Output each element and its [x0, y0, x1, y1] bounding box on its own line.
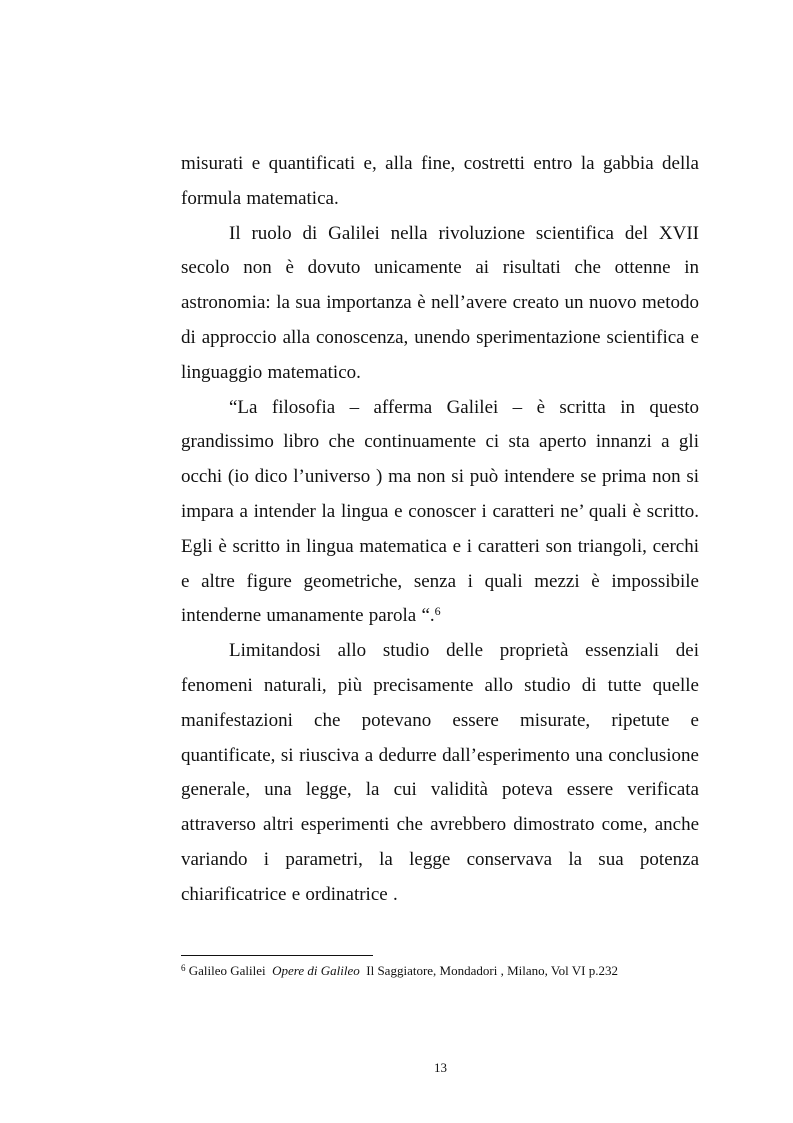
- footnote-separator: [181, 955, 373, 956]
- footnote-number: 6: [181, 963, 186, 973]
- quote-text: “La filosofia – afferma Galilei – è scritta in questo grandissimo libro che continuamente ci sta aperto innanzi a gli occhi (io dico l’universo ) ma non si può intendere se prima non si impara a intender la lingua e conoscer i caratteri ne’ quali è scritto. Egli è scritto in lingua matematica e i caratteri son triangoli, cerchi e altre figure geometriche, senza i quali mezzi è impossibile intenderne umanamente parola “.: [181, 396, 699, 627]
- paragraph-3-quote: [181, 391, 699, 635]
- footnote: [181, 962, 741, 980]
- footnote-details: Il Saggiatore, Mondadori , Milano, Vol VI p.232: [366, 963, 618, 978]
- body-text: [181, 147, 699, 913]
- paragraph-4: Limitandosi allo studio delle proprietà essenziali dei fenomeni naturali, più precisamente allo studio di tutte quelle manifestazioni che potevano essere misurate, ripetute e quantificate, si riusciva a dedurre dall’esperimento una conclusione generale, una legge, la cui validità poteva essere verificata attraverso altri esperimenti che avrebbero dimostrato come, anche variando i parametri, la legge conservava la sua potenza chiarificatrice e ordinatrice .: [181, 640, 699, 905]
- paragraph-2: Il ruolo di Galilei nella rivoluzione scientifica del XVII secolo non è dovuto unicamente ai risultati che ottenne in astronomia: la sua importanza è nell’avere creato un nuovo metodo di approccio alla conoscenza, unendo sperimentazione scientifica e linguaggio matematico.: [181, 222, 699, 383]
- footnote-title: Opere di Galileo: [272, 963, 360, 978]
- footnote-author: Galileo Galilei: [188, 963, 266, 978]
- page-number: 13: [434, 1060, 447, 1075]
- footnote-reference[interactable]: 6: [434, 604, 441, 619]
- paragraph-1: misurati e quantificati e, alla fine, costretti entro la gabbia della formula matematica.: [181, 153, 699, 209]
